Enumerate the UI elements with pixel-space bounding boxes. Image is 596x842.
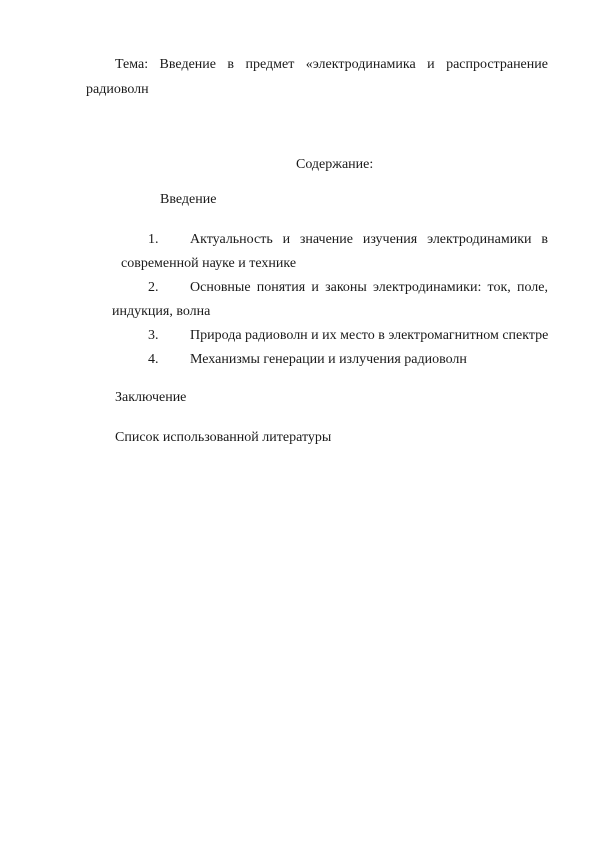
toc-heading: Содержание: [296, 157, 374, 172]
toc-item-1-line-1 [190, 232, 548, 248]
topic-word: в [227, 57, 235, 72]
toc-word: и [311, 280, 319, 295]
toc-intro: Введение [160, 192, 217, 207]
toc-word: поле, [516, 280, 548, 295]
topic-word: Тема: [115, 57, 149, 72]
topic-line-1 [115, 57, 548, 73]
topic-word: распространение [446, 57, 548, 72]
toc-word: Актуальность [190, 232, 273, 247]
toc-item-1-line-2: современной науке и технике [121, 256, 297, 271]
toc-item-3-line-1: Природа радиоволн и их место в электромагнитном спектре [190, 328, 549, 343]
toc-item-2-line-2: индукция, волна [112, 304, 211, 319]
toc-word: в [541, 232, 548, 247]
toc-item-4-line-1: Механизмы генерации и излучения радиоволн [190, 352, 467, 367]
toc-word: изучения [362, 232, 418, 247]
topic-word: и [427, 57, 435, 72]
toc-word: и [282, 232, 291, 247]
toc-item-2-line-1 [190, 280, 548, 296]
toc-item-number: 3. [148, 328, 159, 343]
toc-word: ток, [487, 280, 511, 295]
toc-word: электродинамики [427, 232, 532, 247]
topic-line-2: радиоволн [86, 82, 149, 97]
toc-references: Список использованной литературы [115, 430, 332, 445]
topic-word: Введение [159, 57, 216, 72]
toc-word: понятия [256, 280, 306, 295]
toc-word: Основные [190, 280, 251, 295]
toc-item-number: 1. [148, 232, 159, 247]
toc-conclusion: Заключение [115, 390, 187, 405]
topic-word: «электродинамика [305, 57, 416, 72]
toc-item-number: 4. [148, 352, 159, 367]
toc-item-number: 2. [148, 280, 159, 295]
topic-word: предмет [245, 57, 295, 72]
toc-word: значение [299, 232, 354, 247]
toc-word: электродинамики: [373, 280, 482, 295]
toc-word: законы [325, 280, 367, 295]
